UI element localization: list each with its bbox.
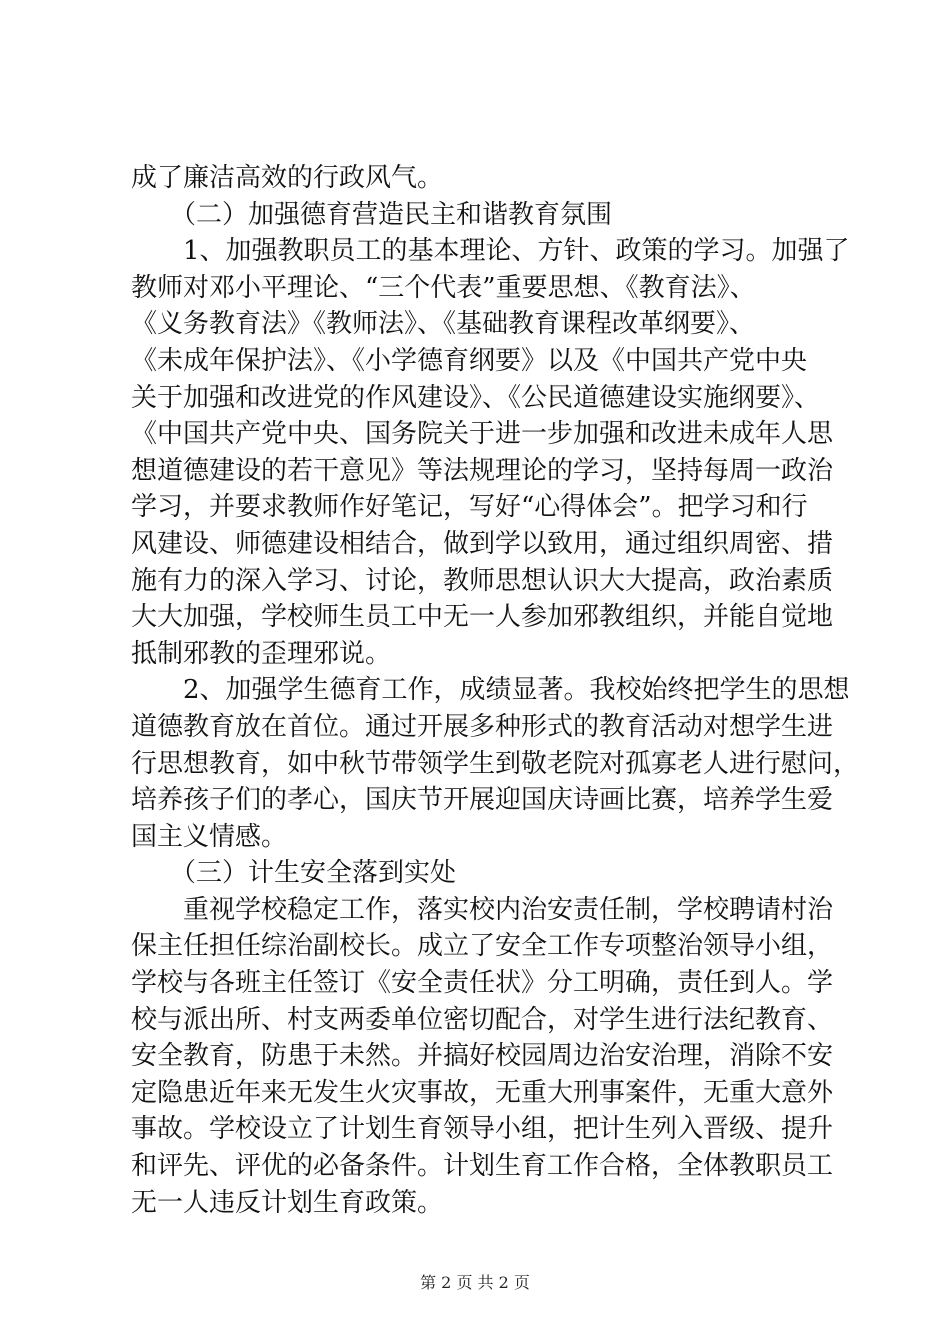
text-line: 安全教育，防患于未然。并搞好校园周边治安治理，消除不安 (131, 1041, 834, 1072)
text-line: 保主任担任综治副校长。成立了安全工作专项整治领导小组， (131, 931, 834, 962)
text-line: 抵制邪教的歪理邪说。 (131, 638, 392, 669)
text-line: 无一人违反计划生育政策。 (131, 1187, 444, 1218)
text-line: 施有力的深入学习、讨论，教师思想认识大大提高，政治素质 (131, 565, 834, 596)
text-line: 《未成年保护法》、《小学德育纲要》以及《中国共产党中央 (131, 345, 808, 376)
text-line: 事故。学校设立了计划生育领导小组，把计生列入晋级、提升 (131, 1114, 834, 1145)
document-body (131, 160, 860, 1221)
text-line: 《中国共产党中央、国务院关于进一步加强和改进未成年人思 (131, 419, 834, 450)
text-line: 国主义情感。 (131, 821, 288, 852)
text-line: 成了廉洁高效的行政风气。 (131, 163, 444, 193)
section-heading: （二）加强德育营造民主和谐教育氛围 (131, 199, 613, 230)
text-line: 关于加强和改进党的作风建设》、《公民道德建设实施纲要》、 (131, 382, 821, 413)
text-line: 道德教育放在首位。通过开展多种形式的教育活动对想学生进 (131, 711, 834, 742)
text-line: 《义务教育法》《教师法》、《基础教育课程改革纲要》、 (131, 309, 756, 340)
text-line: 风建设、师德建设相结合，做到学以致用，通过组织周密、措 (131, 528, 834, 559)
text-line: 学习，并要求教师作好笔记，写好“心得体会”。把学习和行 (131, 492, 808, 523)
text-line: 和评先、评优的必备条件。计划生育工作合格，全体教职员工 (131, 1151, 834, 1182)
text-line: 重视学校稳定工作，落实校内治安责任制，学校聘请村治 (131, 894, 834, 925)
text-line: 大大加强，学校师生员工中无一人参加邪教组织，并能自觉地 (131, 602, 834, 633)
text-line: 培养孩子们的孝心，国庆节开展迎国庆诗画比赛，培养学生爱 (131, 785, 834, 816)
text-line: 1、加强教职员工的基本理论、方针、政策的学习。加强了 (131, 236, 850, 267)
text-line: 教师对邓小平理论、“三个代表”重要思想、《教育法》、 (131, 272, 756, 303)
section-heading: （三）计生安全落到实处 (131, 858, 457, 889)
page-number-footer: 第 2 页 共 2 页 (420, 1273, 530, 1292)
text-line: 校与派出所、村支两委单位密切配合，对学生进行法纪教育、 (131, 1004, 834, 1035)
text-line: 定隐患近年来无发生火灾事故，无重大刑事案件，无重大意外 (131, 1077, 834, 1108)
text-line: 行思想教育，如中秋节带领学生到敬老院对孤寡老人进行慰问， (131, 748, 860, 779)
text-line: 学校与各班主任签订《安全责任状》分工明确，责任到人。学 (131, 968, 834, 999)
text-line: 2、加强学生德育工作，成绩显著。我校始终把学生的思想 (131, 675, 850, 706)
text-line: 想道德建设的若干意见》等法规理论的学习，坚持每周一政治 (131, 455, 834, 486)
